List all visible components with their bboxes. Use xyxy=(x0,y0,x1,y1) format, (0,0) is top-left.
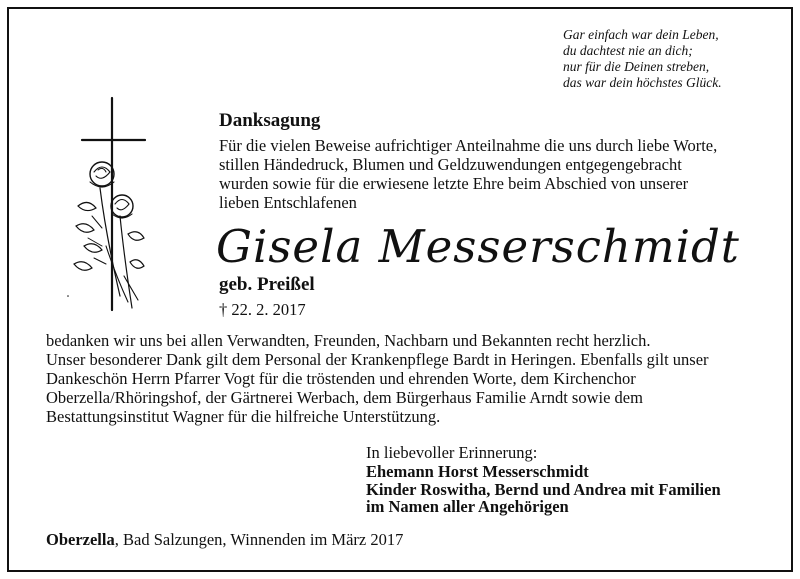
poem-line: das war dein höchstes Glück. xyxy=(563,75,722,90)
signers xyxy=(366,463,721,516)
intro-line: lieben Entschlafenen xyxy=(219,193,357,212)
signer-line: Ehemann Horst Messerschmidt xyxy=(366,462,589,481)
intro-line: Für die vielen Beweise aufrichtiger Anteilnahme die uns durch liebe Worte, xyxy=(219,136,718,155)
closing-phrase: In liebevoller Erinnerung: xyxy=(366,443,538,462)
poem-verse xyxy=(563,27,788,91)
body-line: Oberzella/Rhöringshof, der Gärtnerei Werbach, dem Bürgerhaus Familie Arndt sowie dem xyxy=(46,388,643,407)
intro-text xyxy=(219,136,759,212)
body-line: bedanken wir uns bei allen Verwandten, Freunden, Nachbarn und Bekannten recht herzlich. xyxy=(46,331,651,350)
place-primary: Oberzella xyxy=(46,530,115,549)
poem-line: du dachtest nie an dich; xyxy=(563,43,693,58)
body-text xyxy=(46,331,766,426)
cross-with-roses-icon xyxy=(62,96,146,318)
poem-line: Gar einfach war dein Leben, xyxy=(563,27,719,42)
death-date: † 22. 2. 2017 xyxy=(219,300,306,319)
place-and-date xyxy=(46,530,403,550)
signer-line: im Namen aller Angehörigen xyxy=(366,497,569,516)
intro-line: wurden sowie für die erwiesene letzte Ehre beim Abschied von unserer xyxy=(219,174,689,193)
intro-line: stillen Händedruck, Blumen und Geldzuwendungen entgegengebracht xyxy=(219,155,682,174)
maiden-name: geb. Preißel xyxy=(219,274,315,295)
place-secondary: , Bad Salzungen, Winnenden im März 2017 xyxy=(114,530,404,549)
poem-line: nur für die Deinen streben, xyxy=(563,59,710,74)
heading: Danksagung xyxy=(219,110,321,131)
body-line: Dankeschön Herrn Pfarrer Vogt für die tröstenden und ehrenden Worte, dem Kirchenchor xyxy=(46,369,636,388)
deceased-name: Gisela Messerschmidt xyxy=(216,220,740,273)
body-line: Unser besonderer Dank gilt dem Personal der Krankenpflege Bardt in Heringen. Ebenfalls gilt unser xyxy=(46,350,709,369)
body-line: Bestattungsinstitut Wagner für die hilfreiche Unterstützung. xyxy=(46,407,441,426)
signer-line: Kinder Roswitha, Bernd und Andrea mit Familien xyxy=(366,479,721,499)
